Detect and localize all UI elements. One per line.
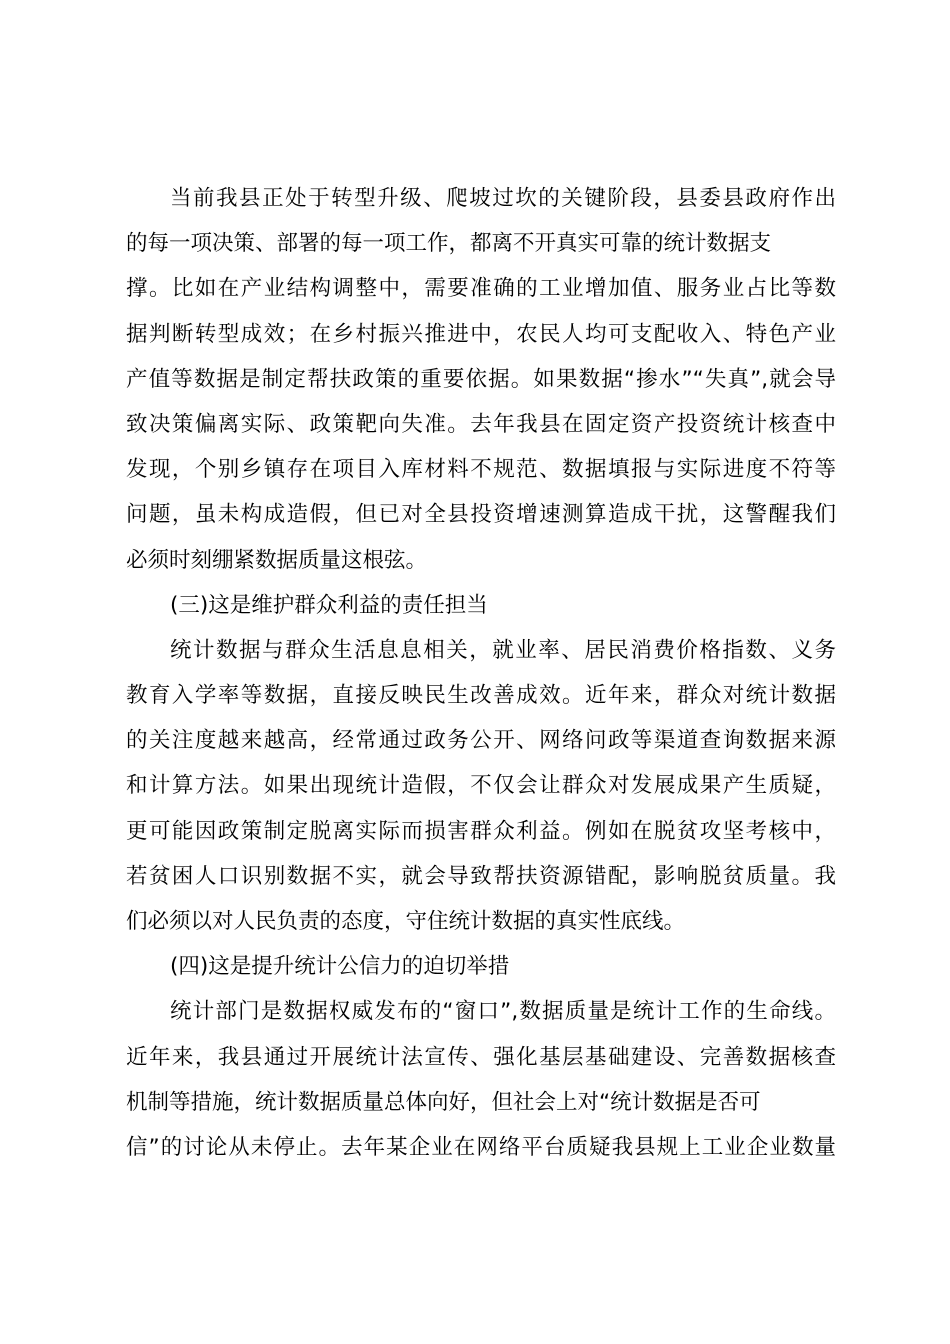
text-line: 发现，个别乡镇存在项目入库材料不规范、数据填报与实际进度不符等 — [126, 457, 836, 483]
text-line: (三)这是维护群众利益的责任担当 — [170, 592, 488, 618]
text-line: 致决策偏离实际、政策靶向失准。去年我县在固定资产投资统计核查中 — [126, 411, 836, 437]
text-line: (四)这是提升统计公信力的迫切举措 — [170, 954, 510, 980]
text-line: 产值等数据是制定帮扶政策的重要依据。如果数据“掺水”“失真”,就会导 — [126, 366, 836, 392]
text-line: 据判断转型成效；在乡村振兴推进中，农民人均可支配收入、特色产业 — [126, 321, 836, 347]
text-line: 必须时刻绷紧数据质量这根弦。 — [126, 547, 428, 573]
text-line: 更可能因政策制定脱离实际而损害群众利益。例如在脱贫攻坚考核中， — [126, 818, 836, 844]
text-line: 撑。比如在产业结构调整中，需要准确的工业增加值、服务业占比等数 — [126, 276, 836, 302]
text-line: 们必须以对人民负责的态度，守住统计数据的真实性底线。 — [126, 909, 686, 934]
text-line: 教育入学率等数据，直接反映民生改善成效。近年来，群众对统计数据 — [126, 683, 836, 709]
text-line: 近年来，我县通过开展统计法宣传、强化基层基础建设、完善数据核查 — [126, 1044, 836, 1070]
text-line: 统计部门是数据权威发布的“窗口”,数据质量是统计工作的生命线。 — [170, 999, 836, 1025]
text-line: 当前我县正处于转型升级、爬坡过坎的关键阶段，县委县政府作出 — [170, 186, 836, 211]
text-line: 统计数据与群众生活息息相关，就业率、居民消费价格指数、义务 — [170, 637, 836, 663]
text-line: 的关注度越来越高，经常通过政务公开、网络问政等渠道查询数据来源 — [126, 728, 836, 754]
text-line: 信”的讨论从未停止。去年某企业在网络平台质疑我县规上工业企业数量 — [126, 1134, 836, 1160]
text-line: 机制等措施，统计数据质量总体向好，但社会上对“统计数据是否可 — [126, 1089, 761, 1115]
text-line: 问题，虽未构成造假，但已对全县投资增速测算造成干扰，这警醒我们 — [126, 502, 836, 528]
document-body — [126, 176, 836, 1170]
text-line: 的每一项决策、部署的每一项工作，都离不开真实可靠的统计数据支 — [126, 231, 772, 257]
text-line: 和计算方法。如果出现统计造假，不仅会让群众对发展成果产生质疑， — [126, 773, 836, 799]
text-line: 若贫困人口识别数据不实，就会导致帮扶资源错配，影响脱贫质量。我 — [126, 863, 836, 889]
